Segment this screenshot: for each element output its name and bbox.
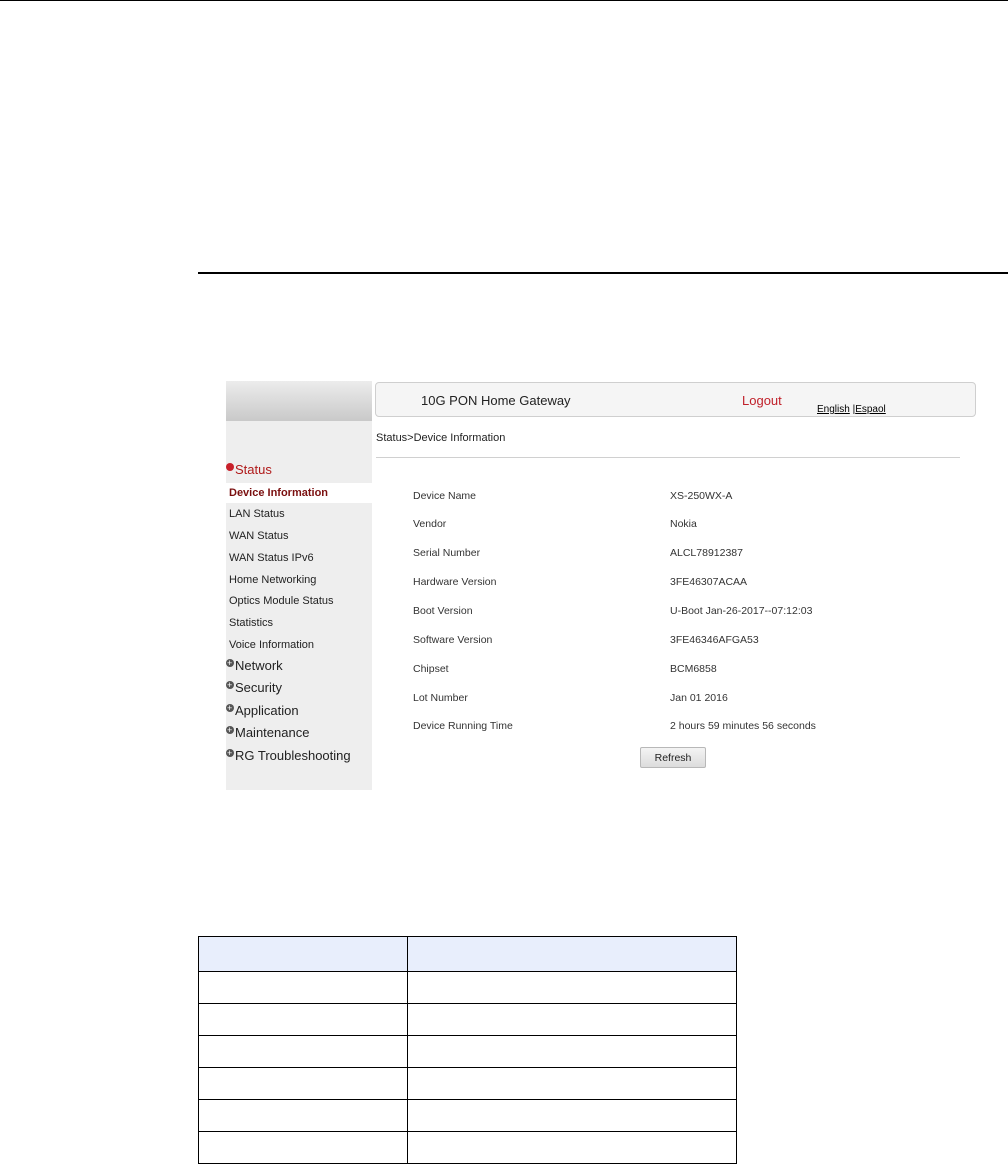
chipset-label: Chipset [413,663,449,675]
expand-icon [226,704,234,712]
table-row [199,1004,737,1036]
nav-group-status[interactable] [226,462,272,477]
table-header-row [199,937,737,972]
boot-version-label: Boot Version [413,605,473,617]
boot-version-value: U-Boot Jan-26-2017--07:12:03 [670,605,813,617]
sidebar-item-device-information[interactable]: Device Information [226,483,372,503]
nav-group-network[interactable] [226,658,283,673]
hardware-version-value: 3FE46307ACAA [670,576,748,588]
sidebar-item-wan-status[interactable]: WAN Status [229,530,289,542]
collapse-icon [226,463,234,471]
lot-number-label: Lot Number [413,692,468,704]
sidebar [226,381,372,790]
nav-group-label: RG Troubleshooting [235,748,351,763]
sidebar-item-home-networking[interactable]: Home Networking [229,574,317,586]
table-cell [199,1132,408,1164]
page-top-rule [0,0,1008,1]
nav-group-rg-troubleshooting[interactable] [226,748,351,763]
software-version-value: 3FE46346AFGA53 [670,634,759,646]
vendor-label: Vendor [413,518,447,530]
expand-icon [226,681,234,689]
table-cell [199,1036,408,1068]
document-table [198,936,737,1164]
product-title: 10G PON Home Gateway [421,393,571,408]
logout-link[interactable]: Logout [742,393,782,408]
vendor-value: Nokia [670,518,697,530]
nav-group-label: Security [235,680,282,695]
table-cell [199,1100,408,1132]
table-header-cell [199,937,408,972]
nav-group-label: Status [235,462,272,477]
lang-english-link[interactable]: English [817,404,850,415]
nav-group-security[interactable] [226,680,282,695]
header-bar [375,382,976,417]
table-cell [199,1068,408,1100]
table-cell [199,972,408,1004]
nav-group-maintenance[interactable] [226,725,309,740]
nav-group-label: Application [235,703,299,718]
expand-icon [226,726,234,734]
table-row [199,1036,737,1068]
table-cell [408,1068,737,1100]
nav-group-application[interactable] [226,703,299,718]
device-running-time-label: Device Running Time [413,720,513,732]
device-name-value: XS-250WX-A [670,490,733,502]
table-cell [408,1004,737,1036]
gateway-screenshot [226,381,978,791]
table-cell [199,1004,408,1036]
hardware-version-label: Hardware Version [413,576,497,588]
section-rule [198,272,1008,274]
table-cell [408,972,737,1004]
expand-icon [226,659,234,667]
device-running-time-value: 2 hours 59 minutes 56 seconds [670,720,816,732]
device-name-label: Device Name [413,490,477,502]
refresh-button[interactable]: Refresh [640,747,706,768]
sidebar-item-voice-information[interactable]: Voice Information [229,639,314,651]
breadcrumb: Status>Device Information [376,432,506,444]
table-row [199,972,737,1004]
language-switcher [817,404,886,415]
table-header-cell [408,937,737,972]
table-row [199,1132,737,1164]
sidebar-item-lan-status[interactable]: LAN Status [229,508,285,520]
expand-icon [226,749,234,757]
lot-number-value: Jan 01 2016 [670,692,728,704]
lang-separator: | [849,404,856,415]
sidebar-item-optics-module-status[interactable]: Optics Module Status [229,595,334,607]
lang-espanol-link[interactable]: Espaol [855,404,886,415]
table-cell [408,1132,737,1164]
serial-number-label: Serial Number [413,547,481,559]
chipset-value: BCM6858 [670,663,717,675]
table-row [199,1068,737,1100]
table-cell [408,1036,737,1068]
sidebar-header [226,381,372,421]
nav-group-label: Network [235,658,283,673]
nav-group-label: Maintenance [235,725,310,740]
table-row [199,1100,737,1132]
serial-number-value: ALCL78912387 [670,547,743,559]
sidebar-item-statistics[interactable]: Statistics [229,617,274,629]
table-cell [408,1100,737,1132]
software-version-label: Software Version [413,634,493,646]
sidebar-item-wan-status-ipv6[interactable]: WAN Status IPv6 [229,552,314,564]
content-divider [376,457,960,458]
